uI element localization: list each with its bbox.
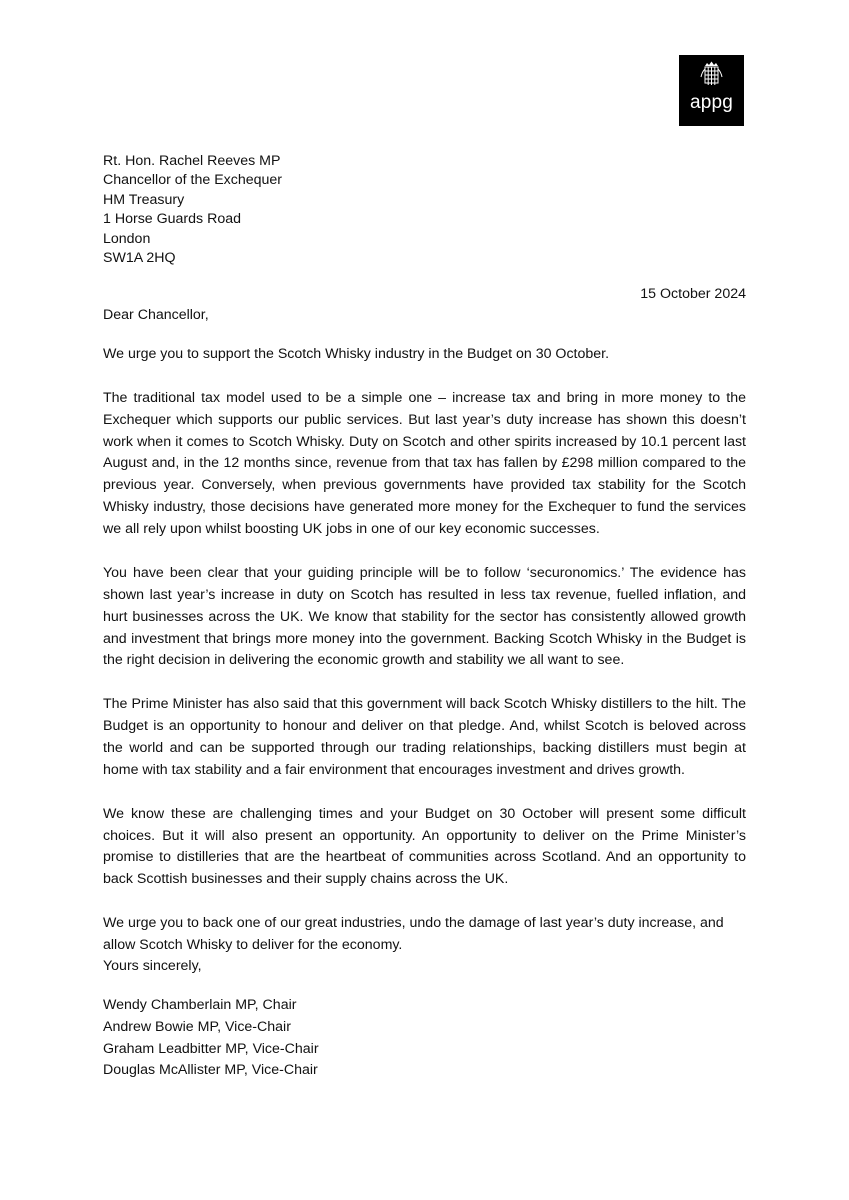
logo-text: appg xyxy=(689,92,734,113)
recipient-title: Chancellor of the Exchequer xyxy=(103,172,283,189)
letter-body xyxy=(103,344,746,979)
appg-logo xyxy=(679,55,744,126)
signatory: Andrew Bowie MP, Vice-Chair xyxy=(103,1018,291,1035)
portcullis-icon xyxy=(679,55,744,95)
paragraph: The traditional tax model used to be a simple one – increase tax and bring in more money to the Exchequer which supports our public services. But last year’s duty increase has shown this doesn’t work when it comes to Scotch Whisky. Duty on Scotch and other spirits increased by 10.1 percent last August and, in the 12 months since, revenue from that tax has fallen by £298 million compared to the previous year. Conversely, when previous governments have provided tax stability for the Scotch Whisky industry, those decisions have generated more money for the Exchequer to fund the services we all rely upon whilst boosting UK jobs in one of our key economic successes. xyxy=(103,389,746,538)
paragraph: We urge you to back one of our great industries, undo the damage of last year’s duty increase, and allow Scotch Whisky to deliver for the economy. xyxy=(103,915,724,953)
signatories xyxy=(103,995,319,1082)
paragraph: We know these are challenging times and your Budget on 30 October will present some difficult choices. But it will also present an opportunity. An opportunity to deliver on the Prime Minister’s promise to distilleries that are the heartbeat of communities across Scotland. And an opportunity to back Scottish businesses and their supply chains across the UK. xyxy=(103,805,746,888)
paragraph: You have been clear that your guiding principle will be to follow ‘securonomics.’ The evidence has shown last year’s increase in duty on Scotch has resulted in less tax revenue, fuelled inflation, and hurt businesses across the UK. We know that stability for the sector has consistently allowed growth and investment that brings more money into the government. Backing Scotch Whisky in the Budget is the right decision in delivering the economic growth and stability we all want to see. xyxy=(103,564,746,669)
signatory: Wendy Chamberlain MP, Chair xyxy=(103,997,297,1013)
salutation: Dear Chancellor, xyxy=(103,307,209,323)
signatory: Douglas McAllister MP, Vice-Chair xyxy=(103,1062,318,1079)
paragraph: We urge you to support the Scotch Whisky industry in the Budget on 30 October. xyxy=(103,346,610,362)
recipient-postcode: SW1A 2HQ xyxy=(103,250,176,267)
recipient-name: Rt. Hon. Rachel Reeves MP xyxy=(103,153,281,169)
recipient-street: 1 Horse Guards Road xyxy=(103,211,242,228)
recipient-organisation: HM Treasury xyxy=(103,191,185,208)
signatory: Graham Leadbitter MP, Vice-Chair xyxy=(103,1040,319,1057)
recipient-city: London xyxy=(103,230,151,247)
paragraph: The Prime Minister has also said that this government will back Scotch Whisky distillers to the hilt. The Budget is an opportunity to honour and deliver on that pledge. And, whilst Scotch is beloved across the world and can be supported through our trading relationships, backing distillers must begin at home with tax stability and a fair environment that encourages investment and drives growth. xyxy=(103,696,746,778)
letter-date: 15 October 2024 xyxy=(640,286,746,302)
closing: Yours sincerely, xyxy=(103,958,202,974)
recipient-address xyxy=(103,152,282,268)
